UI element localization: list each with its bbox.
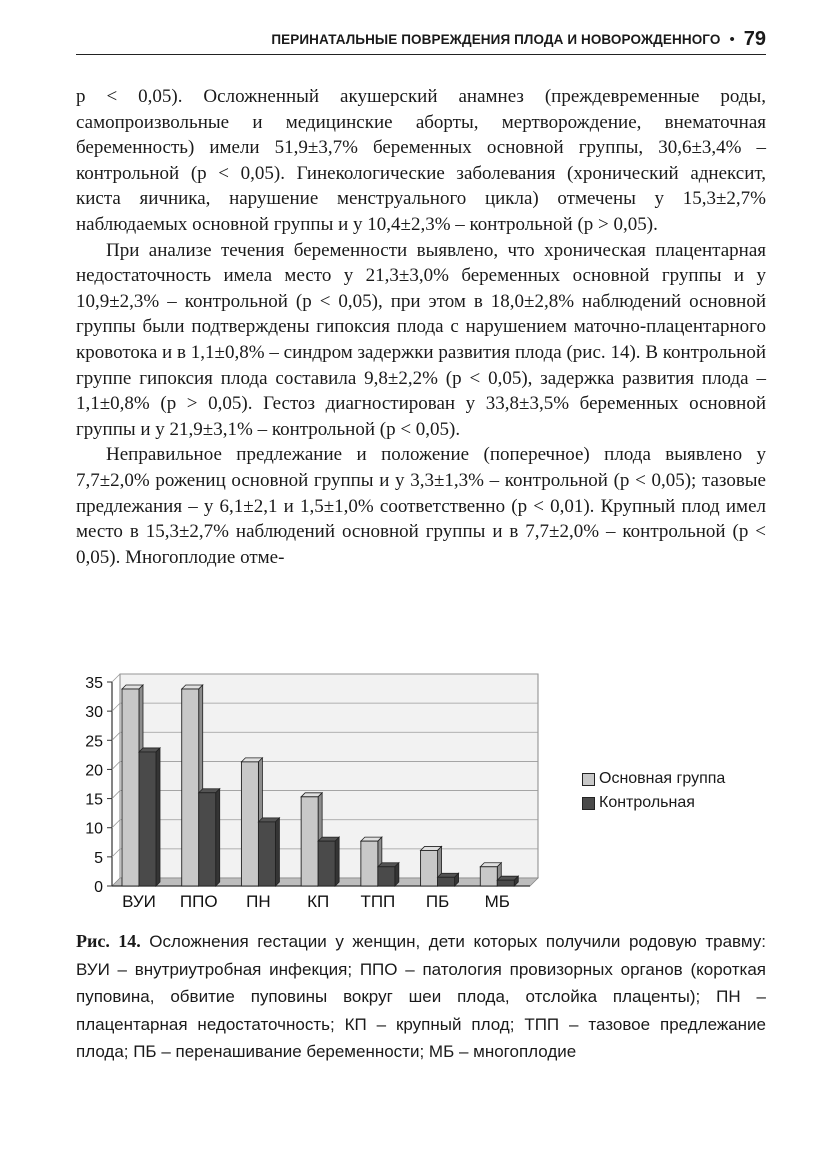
x-tick-label: ПН — [246, 892, 271, 911]
bar-control — [318, 841, 335, 886]
bar-main — [182, 689, 199, 886]
legend-item-control — [582, 794, 725, 812]
y-tick-label: 30 — [85, 704, 103, 722]
running-header — [76, 24, 766, 55]
bar-main — [421, 850, 438, 886]
y-tick-label: 5 — [94, 849, 103, 867]
y-tick-label: 15 — [85, 791, 103, 809]
header-bullet: • — [729, 30, 735, 48]
x-tick-label: ТПП — [360, 892, 396, 911]
legend-label-main: Основная группа — [599, 770, 726, 787]
x-tick-label: ППО — [179, 892, 218, 911]
bar-control — [438, 877, 455, 886]
chart-legend — [582, 770, 725, 818]
bar-side-control — [395, 863, 399, 886]
x-tick-label: КП — [307, 892, 330, 911]
paragraph: При анализе течения беременности выявлено, что хроническая плацентарная недостаточность имела место у 21,3±3,0% беременных основной группы и у 10,9±2,3% – контрольной (p < 0,05), при этом в 18,0±2,8% наблюдений основной группы были подтверждены гипоксия плода с нарушением маточно-плацентарного кровотока и в 1,1±0,8% – синдром задержки развития плода (рис. 14). В контрольной группе гипоксия плода составила 9,8±2,2% (p < 0,05), задержка развития плода – 1,1±0,8% (p > 0,05). Гестоз диагностирован у 33,8±3,5% беременных основной группы и у 21,9±3,1% – контрольной (p < 0,05). — [76, 239, 766, 440]
bar-control — [497, 880, 514, 886]
y-tick-label: 10 — [85, 820, 103, 838]
x-tick-label: ВУИ — [122, 892, 156, 911]
bar-main — [480, 867, 497, 886]
legend-item-main — [582, 770, 725, 788]
page-number: 79 — [743, 27, 766, 50]
y-tick-label: 20 — [85, 762, 103, 780]
caption-label: Рис. 14. — [76, 931, 141, 951]
figure-14-chart — [60, 660, 780, 920]
bar-side-control — [335, 837, 339, 886]
y-tick-label: 0 — [94, 879, 103, 896]
caption-text: Осложнения гестации у женщин, дети которых получили родовую травму: ВУИ – внутриутробная инфекция; ППО – патология провизорных органов (короткая пуповина, обвитие пуповины вокруг шеи плода, отслойка плаценты); ПН – плацентарная недостаточность; КП – крупный плод; ТПП – тазовое предлежание плода; ПБ – перенашивание беременности; МБ – многоплодие — [76, 932, 766, 1062]
paragraph: Неправильное предлежание и положение (поперечное) плода выявлено у 7,7±2,0% рожениц основной группы и у 3,3±1,3% – контрольной (p < 0,05); тазовые предлежания – у 6,1±2,1 и 1,5±1,0% соответственно (p < 0,01). Крупный плод имел место в 15,3±2,7% наблюдений основной группы и в 7,7±2,0% – контрольной (p < 0,05). Многоплодие отме- — [76, 444, 766, 568]
bar-side-control — [216, 789, 220, 886]
running-title: ПЕРИНАТАЛЬНЫЕ ПОВРЕЖДЕНИЯ ПЛОДА И НОВОРОЖДЕННОГО — [271, 31, 721, 47]
bar-side-control — [275, 818, 279, 886]
legend-swatch-main — [582, 773, 595, 786]
y-tick-label: 25 — [85, 733, 103, 751]
bar-control — [378, 867, 395, 886]
legend-label-control: Контрольная — [599, 794, 695, 811]
bar-main — [122, 689, 139, 886]
body-text — [76, 84, 766, 570]
x-tick-label: МБ — [484, 892, 510, 911]
bar-main — [301, 797, 318, 886]
bar-control — [139, 752, 156, 886]
bar-control — [199, 793, 216, 886]
bar-main — [361, 841, 378, 886]
y-tick-label: 35 — [85, 675, 103, 692]
bar-main — [241, 762, 258, 886]
x-tick-label: ПБ — [425, 892, 450, 911]
figure-caption — [76, 928, 766, 1066]
legend-swatch-control — [582, 797, 595, 810]
bar-control — [258, 822, 275, 886]
bar-side-control — [156, 748, 160, 886]
paragraph: p < 0,05). Осложненный акушерский анамнез (преждевременные роды, самопроизвольные и медицинские аборты, мертворождение, внематочная беременность) имели 51,9±3,7% беременных основной группы, 30,6±3,4% – контрольной (p < 0,05). Гинекологические заболевания (хронический аднексит, киста яичника, нарушение менструального цикла) отмечены у 15,3±2,7% наблюдаемых основной группы и у 10,4±2,3% – контрольной (p > 0,05). — [76, 86, 766, 235]
